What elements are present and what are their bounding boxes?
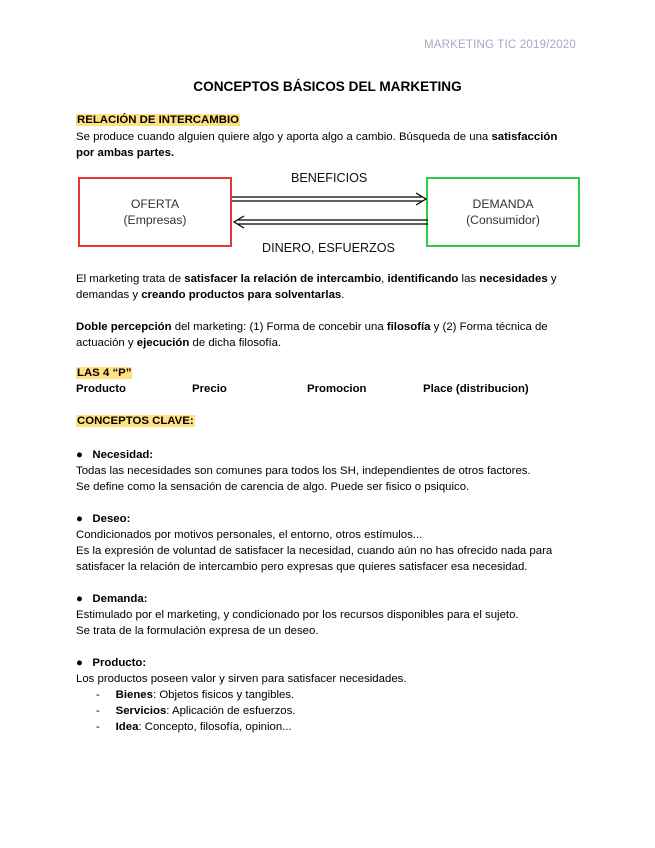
para2-b: del marketing: (1) Forma de concebir una <box>171 321 387 333</box>
section-heading-4p <box>76 367 132 379</box>
beneficios-label: BENEFICIOS <box>291 171 368 185</box>
demanda-line-2: Se trata de la formulación expresa de un deseo. <box>76 625 319 637</box>
para1-d: identificando <box>387 273 459 285</box>
relacion-line-2 <box>76 145 581 161</box>
necesidad-line-2: Se define como la sensación de carencia de algo. Puede ser fisico o psiquico. <box>76 481 470 493</box>
section-heading-conceptos <box>76 415 195 427</box>
producto-sub-bienes <box>96 687 294 703</box>
demanda-title-row <box>76 591 581 607</box>
dash-icon: - <box>96 705 100 717</box>
para1-line-1 <box>76 271 581 287</box>
oferta-label: OFERTA <box>130 197 180 211</box>
p-item-producto: Producto <box>76 383 126 395</box>
para1-e: las <box>458 273 480 285</box>
deseo-line-1: Condicionados por motivos personales, el entorno, otros estímulos... <box>76 529 423 541</box>
dinero-label: DINERO, ESFUERZOS <box>262 241 395 255</box>
document-title: CONCEPTOS BÁSICOS DEL MARKETING <box>193 79 462 94</box>
conceptos-heading-text: CONCEPTOS CLAVE: <box>77 415 194 427</box>
deseo-title-row <box>76 511 581 527</box>
bienes-label: Bienes <box>115 689 153 701</box>
producto-title-row <box>76 655 581 671</box>
demanda-label: DEMANDA <box>472 197 534 211</box>
para2-g: de dicha filosofía. <box>189 337 282 349</box>
servicios-text: : Aplicación de esfuerzos. <box>166 705 296 717</box>
dash-icon: - <box>96 721 100 733</box>
relacion-text-a: Se produce cuando alguien quiere algo y aporta algo a cambio. Búsqueda de una <box>76 131 492 143</box>
p-item-promocion: Promocion <box>307 383 367 395</box>
four-p-heading-text: LAS 4 “P” <box>77 367 132 379</box>
arrow-right-icon <box>232 193 426 205</box>
bullet-icon: ● <box>76 513 83 525</box>
necesidad-title: Necesidad: <box>92 449 154 461</box>
para1-g: y <box>547 273 557 285</box>
para2-line-1 <box>76 319 581 335</box>
para1-line-2 <box>76 287 581 303</box>
section-heading-relacion <box>76 114 240 126</box>
idea-label: Idea <box>115 721 139 733</box>
producto-line-1: Los productos poseen valor y sirven para satisfacer necesidades. <box>76 673 407 685</box>
p-item-precio: Precio <box>192 383 227 395</box>
arrow-left-icon <box>234 216 428 228</box>
para1-i: creando productos para solventarlas <box>141 289 342 301</box>
relacion-text-c: por ambas partes. <box>76 147 175 159</box>
necesidad-line-1: Todas las necesidades son comunes para todos los SH, independientes de otros factores. <box>76 465 531 477</box>
relacion-heading-text: RELACIÓN DE INTERCAMBIO <box>77 114 239 126</box>
para1-b: satisfacer la relación de intercambio <box>184 273 382 285</box>
bullet-icon: ● <box>76 449 83 461</box>
relacion-line-1 <box>76 129 581 145</box>
producto-sub-servicios <box>96 703 295 719</box>
p-item-place: Place (distribucion) <box>423 383 529 395</box>
para1-c: , <box>381 273 388 285</box>
oferta-box <box>78 177 232 247</box>
demanda-line-1: Estimulado por el marketing, y condicionado por los recursos disponibles para el sujeto. <box>76 609 519 621</box>
necesidad-title-row <box>76 447 581 463</box>
para1-f: necesidades <box>479 273 548 285</box>
bienes-text: : Objetos fisicos y tangibles. <box>152 689 295 701</box>
servicios-label: Servicios <box>115 705 167 717</box>
empresas-label: (Empresas) <box>123 213 187 227</box>
para1-j: . <box>341 289 345 301</box>
page-header: MARKETING TIC 2019/2020 <box>423 39 576 51</box>
para2-f: ejecución <box>136 337 190 349</box>
producto-sub-idea <box>96 719 292 735</box>
para1-a: El marketing trata de <box>76 273 185 285</box>
dash-icon: - <box>96 689 100 701</box>
bullet-icon: ● <box>76 593 83 605</box>
para2-d: y (2) Forma técnica de <box>430 321 548 333</box>
para2-a: Doble percepción <box>76 321 172 333</box>
relacion-text-b: satisfacción <box>491 131 558 143</box>
bullet-icon: ● <box>76 657 83 669</box>
deseo-line-3: satisfacer la relación de intercambio pero expresas que quieres satisfacer esa necesidad. <box>76 561 528 573</box>
idea-text: : Concepto, filosofía, opinion... <box>138 721 292 733</box>
producto-title: Producto: <box>92 657 147 669</box>
deseo-title: Deseo: <box>92 513 131 525</box>
four-p-row <box>76 383 581 399</box>
demanda-title: Demanda: <box>92 593 148 605</box>
para2-e: actuación y <box>76 337 137 349</box>
demanda-box <box>426 177 580 247</box>
para1-h: demandas y <box>76 289 142 301</box>
deseo-line-2: Es la expresión de voluntad de satisfacer la necesidad, cuando aún no has ofrecido nada para <box>76 545 553 557</box>
exchange-arrows <box>226 190 436 230</box>
para2-line-2 <box>76 335 581 351</box>
consumidor-label: (Consumidor) <box>466 213 540 227</box>
para2-c: filosofía <box>386 321 431 333</box>
